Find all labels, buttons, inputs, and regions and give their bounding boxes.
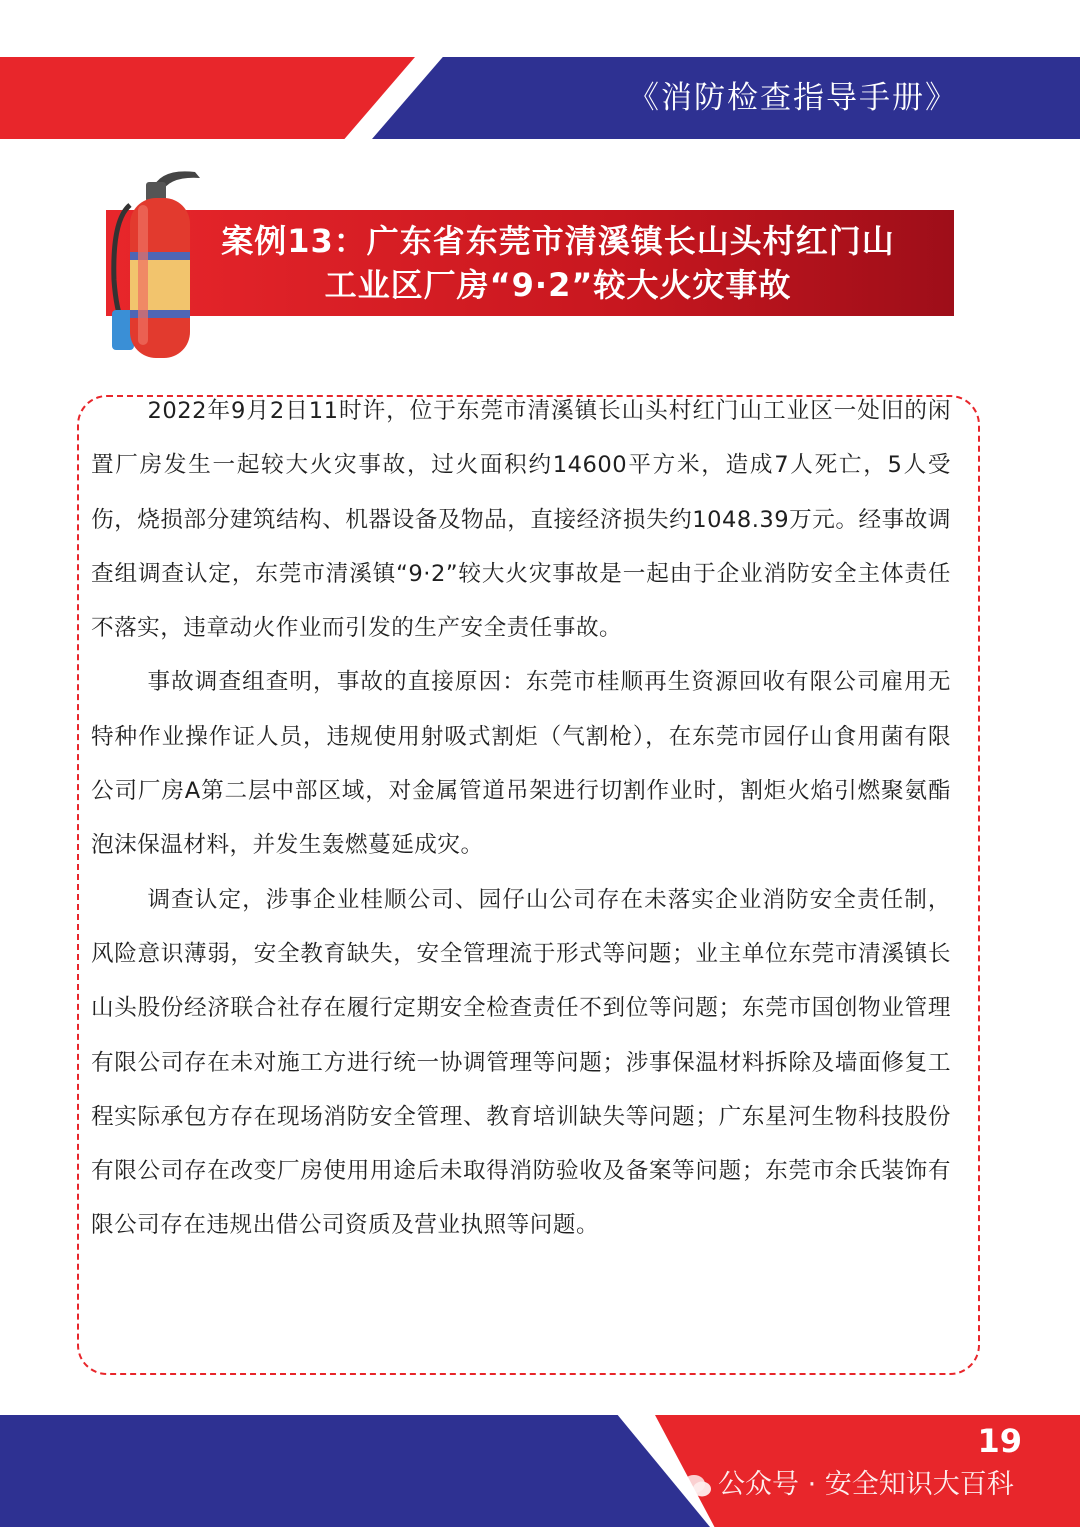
paragraph-2: 事故调查组查明，事故的直接原因：东莞市桂顺再生资源回收有限公司雇用无特种作业操作证人员，违规使用射吸式割炬（气割枪），在东莞市园仔山食用菌有限公司厂房A第二层中部区域，对金属管道吊架进行切割作业时，割炬火焰引燃聚氨酯泡沫保温材料，并发生轰燃蔓延成灾。: [91, 669, 951, 859]
paragraph-3: 调查认定，涉事企业桂顺公司、园仔山公司存在未落实企业消防安全责任制，风险意识薄弱，安全教育缺失，安全管理流于形式等问题；业主单位东莞市清溪镇长山头股份经济联合社存在履行定期安全检查责任不到位等问题；东莞市国创物业管理有限公司存在未对施工方进行统一协调管理等问题；涉事保温材料拆除及墙面修复工程实际承包方存在现场消防安全管理、教育培训缺失等问题；广东星河生物科技股份有限公司存在改变厂房使用用途后未取得消防验收及备案等问题；东莞市余氏装饰有限公司存在违规出借公司资质及营业执照等问题。: [91, 886, 951, 1239]
case-title-line-2: 工业区厂房“9·2”较大火灾事故: [324, 266, 792, 304]
wechat-icon: [682, 1473, 712, 1499]
watermark: [682, 1462, 1014, 1501]
page-number: 19: [977, 1422, 1022, 1460]
case-title-line-1: 案例13：广东省东莞市清溪镇长山头村红门山: [221, 222, 895, 260]
fire-extinguisher-icon: [100, 160, 210, 365]
case-title: [178, 219, 938, 307]
paragraph-1: 2022年9月2日11时许，位于东莞市清溪镇长山头村红门山工业区一处旧的闲置厂房发生一起较大火灾事故，过火面积约14600平方米，造成7人死亡，5人受伤，烧损部分建筑结构、机器设备及物品，直接经济损失约1048.39万元。经事故调查组调查认定，东莞市清溪镇“9·2”较大火灾事故是一起由于企业消防安全主体责任不落实，违章动火作业而引发的生产安全责任事故。: [91, 398, 951, 642]
watermark-text: 公众号 · 安全知识大百科: [718, 1469, 1014, 1500]
case-body: [91, 384, 951, 1253]
handbook-title: 《消防检查指导手册》: [628, 80, 958, 116]
footer-blue-band: [0, 1415, 710, 1527]
header-red-band: [0, 57, 415, 139]
